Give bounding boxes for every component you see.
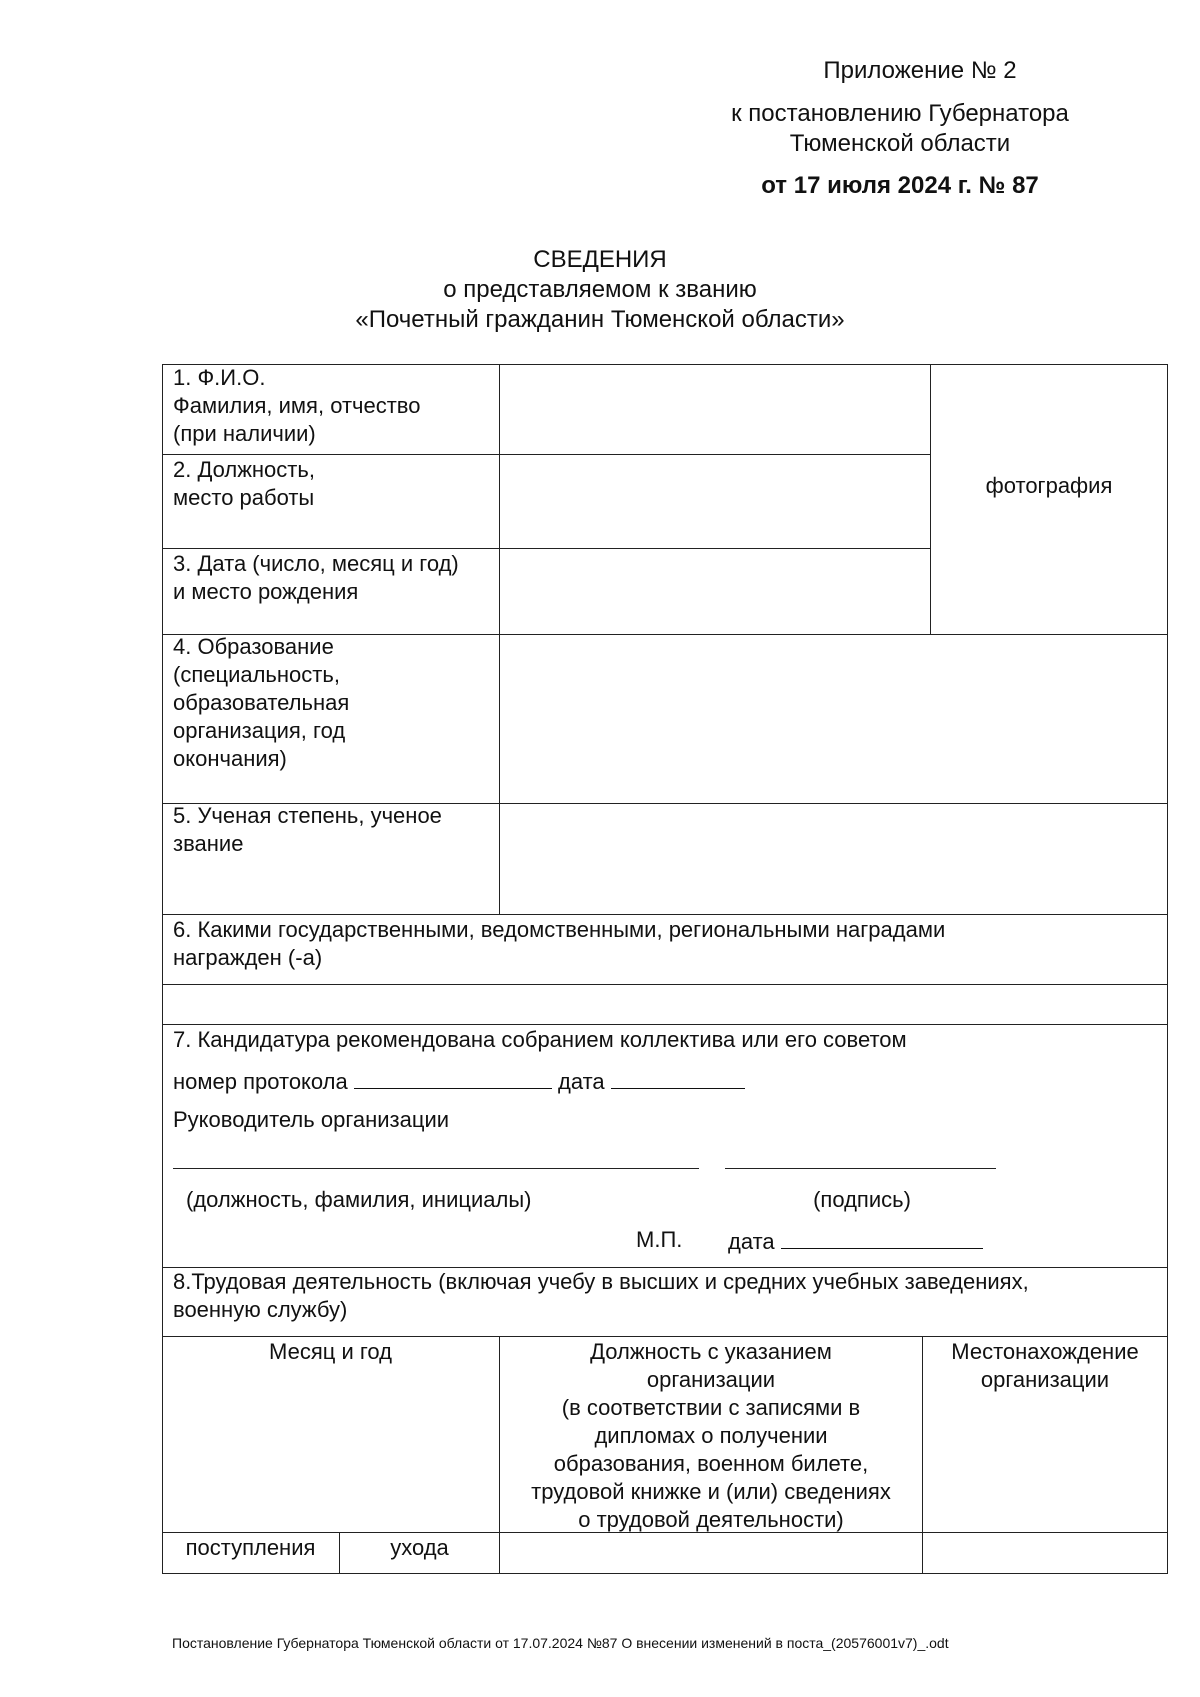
education-label-line-3: образовательная bbox=[173, 690, 350, 715]
seal-label: М.П. bbox=[636, 1227, 683, 1252]
position-header-line-2: организации bbox=[646, 1367, 776, 1392]
position-caption: (должность, фамилия, инициалы) bbox=[186, 1187, 532, 1212]
protocol-line bbox=[173, 1066, 873, 1096]
protocol-number-blank bbox=[354, 1066, 552, 1089]
awards-label-line-1: 6. Какими государственными, ведомственными, региональными наградами bbox=[173, 917, 946, 942]
awards-label-line-2: награжден (-а) bbox=[173, 945, 323, 970]
protocol-date-label: дата bbox=[558, 1069, 605, 1094]
awards-label bbox=[173, 916, 1163, 972]
position-label bbox=[173, 456, 493, 512]
appendix-number: Приложение № 2 bbox=[823, 57, 1017, 84]
position-header-line-4: дипломах о получении bbox=[594, 1423, 828, 1448]
birth-label-line-1: 3. Дата (число, месяц и год) bbox=[173, 551, 459, 576]
document-footer: Постановление Губернатора Тюменской области от 17.07.2024 №87 О внесении изменений в поста_(20576001v7)_.odt bbox=[172, 1635, 949, 1651]
position-header-line-3: (в соответствии с записями в bbox=[561, 1395, 861, 1420]
fio-label-line-2: Фамилия, имя, отчество bbox=[173, 393, 421, 418]
position-label-line-1: 2. Должность, bbox=[173, 457, 315, 482]
position-header-line-7: о трудовой деятельности) bbox=[578, 1507, 844, 1532]
resolution-line-2: Тюменской области bbox=[789, 130, 1011, 157]
birth-label bbox=[173, 550, 499, 606]
head-signature-blank bbox=[725, 1168, 996, 1169]
education-label bbox=[173, 633, 493, 773]
location-header-line-2: организации bbox=[980, 1367, 1110, 1392]
photo-placeholder: фотография bbox=[985, 473, 1113, 498]
protocol-number-label: номер протокола bbox=[173, 1069, 348, 1094]
seal-date-blank bbox=[781, 1226, 983, 1249]
position-label-line-2: место работы bbox=[173, 485, 315, 510]
information-form-table bbox=[162, 364, 1168, 1574]
document-title: СВЕДЕНИЯ bbox=[533, 246, 667, 273]
table-border-bottom bbox=[162, 1573, 1168, 1574]
education-label-line-2: (специальность, bbox=[173, 662, 340, 687]
divider-row-5-6 bbox=[162, 914, 1168, 915]
column-header-location bbox=[923, 1338, 1167, 1394]
education-label-line-4: организация, год bbox=[173, 718, 346, 743]
head-of-organization-label: Руководитель организации bbox=[173, 1107, 450, 1132]
work-history-label-line-2: военную службу) bbox=[173, 1297, 348, 1322]
divider-row-1-2 bbox=[162, 454, 930, 455]
subheader-start: поступления bbox=[185, 1535, 316, 1560]
degree-label-line-2: звание bbox=[173, 831, 244, 856]
divider-blank-7 bbox=[162, 1024, 1168, 1025]
seal-date-label: дата bbox=[728, 1229, 775, 1254]
subheader-end: ухода bbox=[390, 1535, 449, 1560]
education-label-line-5: окончания) bbox=[173, 746, 287, 771]
protocol-date-blank bbox=[611, 1066, 745, 1089]
education-label-line-1: 4. Образование bbox=[173, 634, 334, 659]
divider-row-2-3 bbox=[162, 548, 930, 549]
work-history-label bbox=[173, 1268, 1163, 1324]
degree-label bbox=[173, 802, 493, 858]
table-border-left bbox=[162, 364, 163, 1574]
fio-label-line-3: (при наличии) bbox=[173, 421, 316, 446]
fio-label bbox=[173, 364, 493, 448]
divider-label-value bbox=[499, 364, 500, 914]
document-subtitle-1: о представляемом к званию bbox=[443, 276, 757, 303]
divider-row-8-header bbox=[162, 1336, 1168, 1337]
document-subtitle-2: «Почетный гражданин Тюменской области» bbox=[355, 306, 845, 333]
head-position-blank bbox=[173, 1168, 699, 1169]
table-border-right bbox=[1167, 364, 1168, 1574]
divider-row-6-blank bbox=[162, 984, 1168, 985]
position-header-line-5: образования, военном билете, bbox=[553, 1451, 869, 1476]
column-header-position bbox=[500, 1338, 922, 1534]
birth-label-line-2: и место рождения bbox=[173, 579, 359, 604]
fio-label-line-1: 1. Ф.И.О. bbox=[173, 365, 266, 390]
seal-date-line bbox=[728, 1226, 1028, 1256]
position-header-line-6: трудовой книжке и (или) сведениях bbox=[531, 1479, 891, 1504]
work-history-label-line-1: 8.Трудовая деятельность (включая учебу в высших и средних учебных заведениях, bbox=[173, 1269, 1029, 1294]
recommendation-label: 7. Кандидатура рекомендована собранием коллектива или его советом bbox=[173, 1027, 907, 1052]
resolution-date-number: от 17 июля 2024 г. № 87 bbox=[761, 172, 1039, 199]
resolution-line-1: к постановлению Губернатора bbox=[731, 100, 1069, 127]
position-header-line-1: Должность с указанием bbox=[590, 1339, 832, 1364]
signature-caption: (подпись) bbox=[813, 1187, 911, 1212]
degree-label-line-1: 5. Ученая степень, ученое bbox=[173, 803, 442, 828]
column-header-month-year: Месяц и год bbox=[269, 1339, 392, 1364]
location-header-line-1: Местонахождение bbox=[951, 1339, 1139, 1364]
